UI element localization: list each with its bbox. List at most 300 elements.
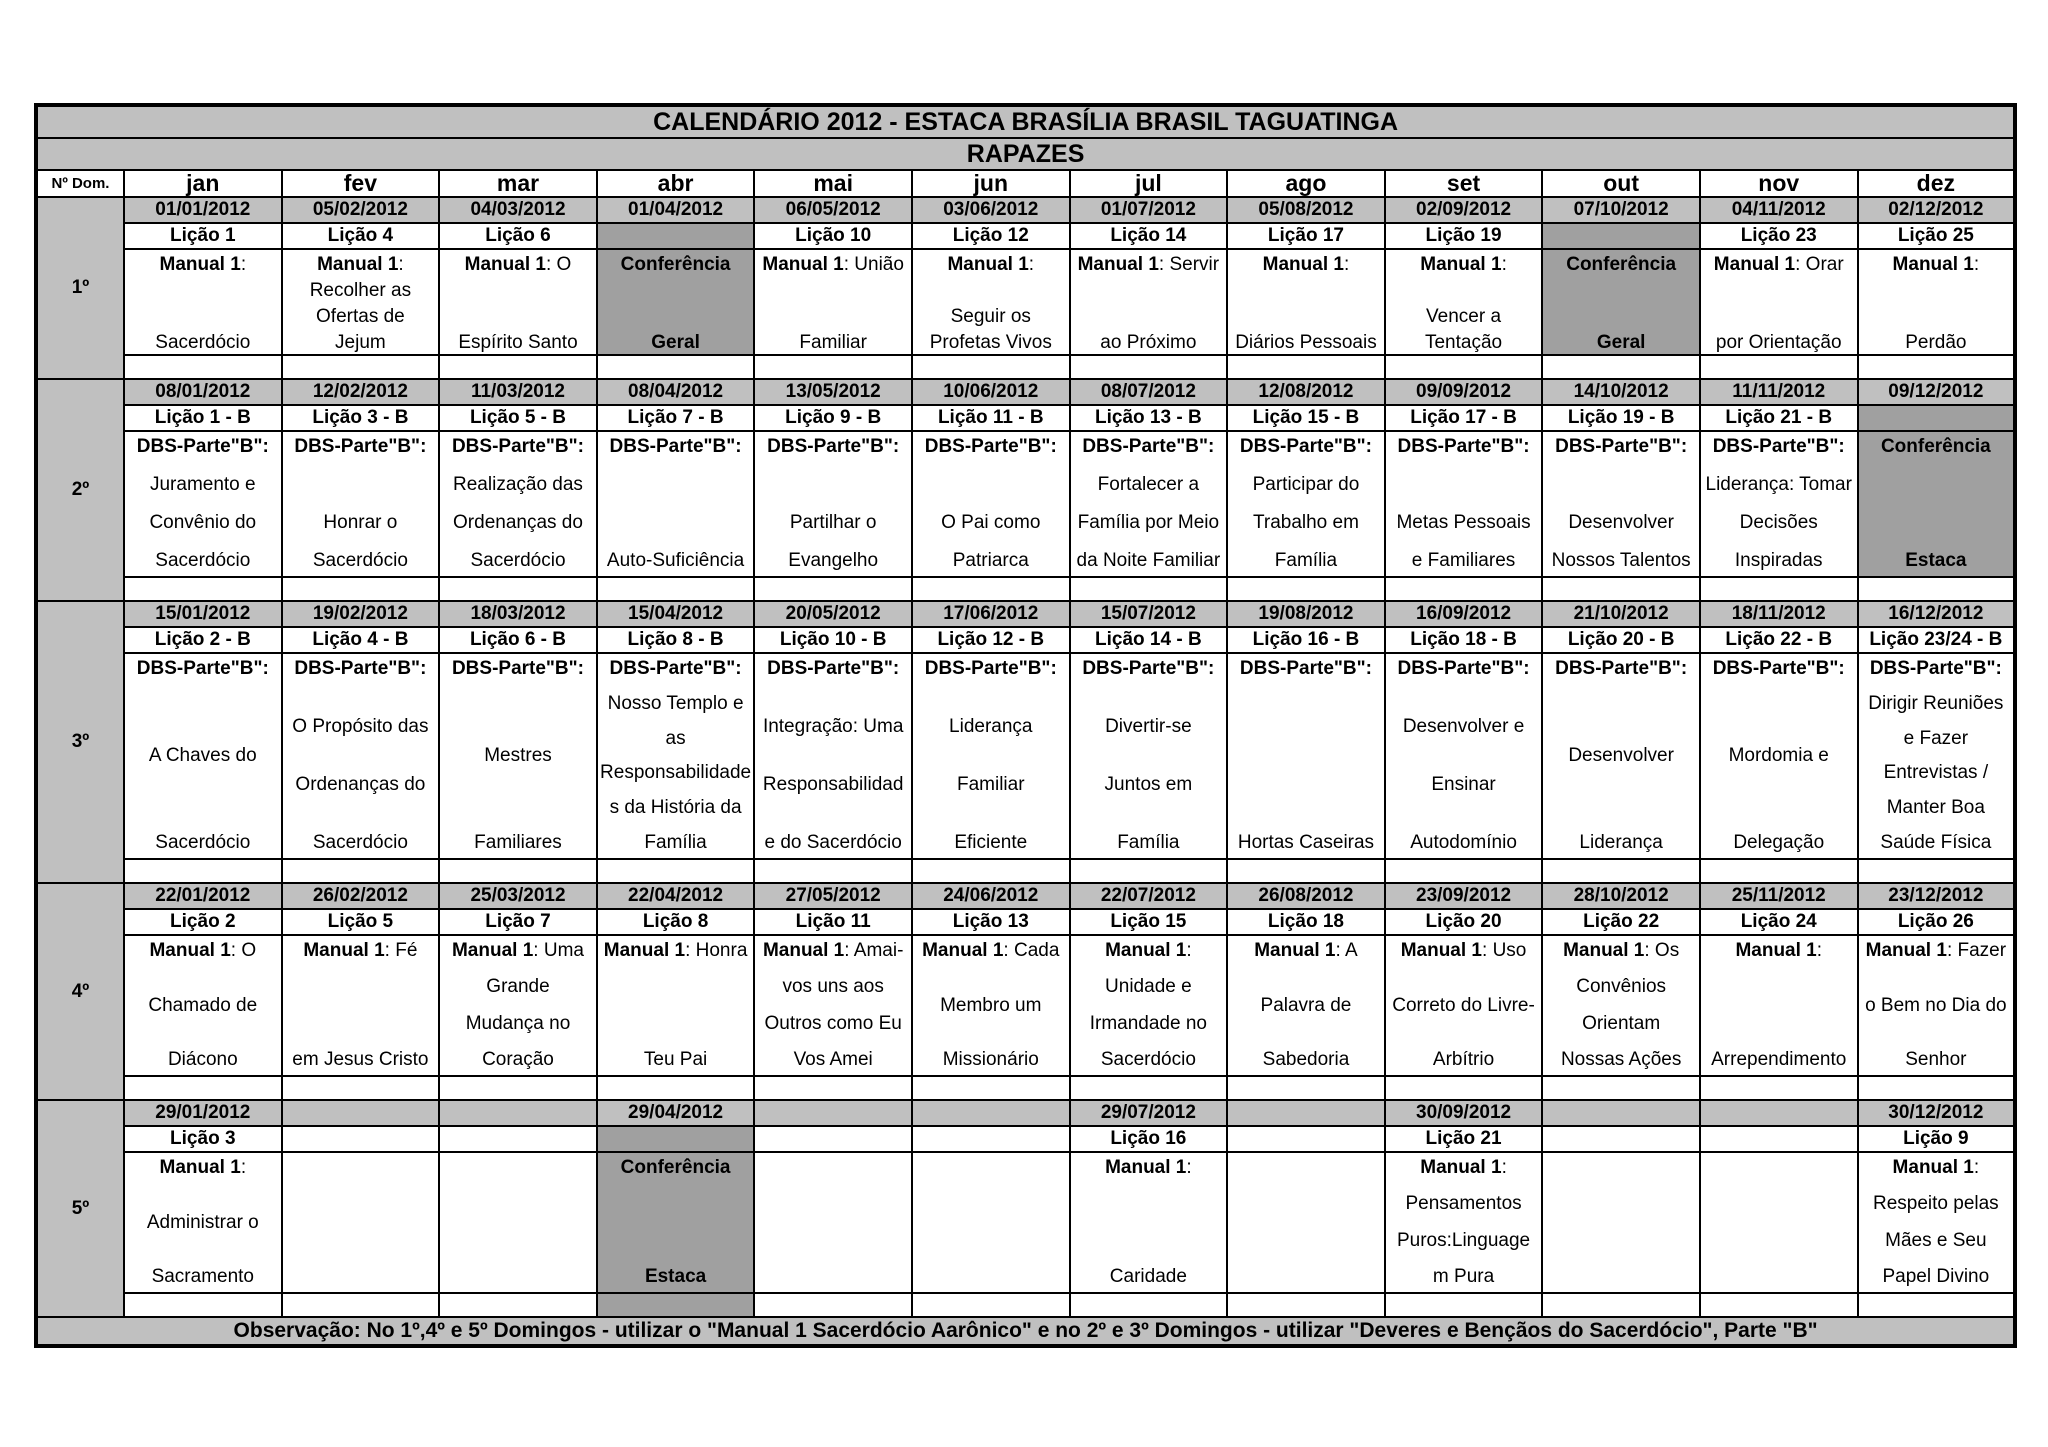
topic-line: Entrevistas / — [1883, 762, 1989, 784]
date-cell: 01/04/2012 — [597, 197, 755, 223]
topic-cell — [597, 1152, 755, 1293]
date-cell: 09/12/2012 — [1858, 379, 2016, 405]
blank-cell — [1385, 577, 1543, 601]
topic-line — [757, 472, 909, 498]
blank-cell — [282, 355, 440, 379]
topic-cell — [1385, 653, 1543, 859]
lesson-cell: Lição 15 - B — [1227, 405, 1385, 431]
topic-line: Diácono — [167, 1049, 238, 1070]
topic-line: Sacerdócio — [470, 550, 566, 571]
date-cell — [282, 1100, 440, 1126]
topic-line: ao Próximo — [1100, 332, 1197, 353]
date-cell: 29/01/2012 — [124, 1100, 282, 1126]
lesson-cell: Lição 12 — [912, 223, 1070, 249]
topic-cell — [912, 653, 1070, 859]
date-cell — [1700, 1100, 1858, 1126]
lesson-cell: Lição 23/24 - B — [1858, 627, 2016, 653]
topic-line — [1073, 304, 1225, 330]
topic-line: Inspiradas — [1734, 550, 1823, 571]
topic-line — [1545, 304, 1697, 330]
topic-line: Chamado de — [148, 994, 258, 1016]
topic-line: A Chaves do — [148, 745, 257, 766]
topic-line: Desenvolver — [1568, 745, 1674, 766]
topic-line — [600, 993, 752, 1019]
topic-line: Missionário — [942, 1049, 1039, 1070]
topic-heading: DBS-Parte"B": — [924, 436, 1057, 457]
blank-cell — [597, 859, 755, 883]
column-header-month: mar — [439, 170, 597, 197]
blank-cell — [1070, 355, 1228, 379]
date-cell: 15/07/2012 — [1070, 601, 1228, 627]
topic-heading: DBS-Parte"B": — [294, 658, 427, 679]
topic-line: Mordomia e — [1728, 745, 1829, 766]
topic-cell — [439, 653, 597, 859]
topic-line — [600, 304, 752, 330]
topic-cell — [1070, 249, 1228, 355]
topic-line: Autodomínio — [1410, 832, 1517, 853]
blank-cell — [1227, 859, 1385, 883]
date-cell: 11/03/2012 — [439, 379, 597, 405]
date-cell: 09/09/2012 — [1385, 379, 1543, 405]
topic-line: Pensamentos — [1405, 1193, 1522, 1215]
topic-cell — [1542, 249, 1700, 355]
date-cell: 22/01/2012 — [124, 883, 282, 909]
topic-line: Sacerdócio — [155, 832, 251, 853]
topic-cell — [1542, 431, 1700, 577]
topic-line: Patriarca — [952, 550, 1029, 571]
blank-cell — [439, 577, 597, 601]
topic-line — [127, 787, 279, 813]
topic-heading: Manual 1: Fazer — [1865, 940, 2007, 961]
lesson-cell: Lição 15 — [1070, 909, 1228, 935]
blank-cell — [1858, 1293, 2016, 1317]
lesson-cell — [1858, 405, 2016, 431]
column-header-month: dez — [1858, 170, 2016, 197]
topic-line: Outros como Eu — [764, 1012, 902, 1034]
date-cell: 02/09/2012 — [1385, 197, 1543, 223]
blank-cell — [1385, 355, 1543, 379]
lesson-cell: Lição 26 — [1858, 909, 2016, 935]
date-cell: 18/03/2012 — [439, 601, 597, 627]
topic-cell — [439, 1152, 597, 1293]
lesson-cell: Lição 14 — [1070, 223, 1228, 249]
lesson-cell: Lição 23 — [1700, 223, 1858, 249]
topic-line — [1545, 700, 1697, 726]
topic-heading: DBS-Parte"B": — [924, 658, 1057, 679]
lesson-cell: Lição 17 - B — [1385, 405, 1543, 431]
topic-heading: Manual 1: — [947, 254, 1035, 275]
blank-cell — [439, 1076, 597, 1100]
blank-cell — [1227, 1076, 1385, 1100]
topic-cell — [282, 935, 440, 1076]
topic-heading: Conferência — [620, 254, 731, 275]
date-cell: 20/05/2012 — [754, 601, 912, 627]
topic-line: Participar do — [1252, 474, 1360, 495]
date-cell: 22/04/2012 — [597, 883, 755, 909]
blank-cell — [912, 577, 1070, 601]
topic-heading: Manual 1: Uso — [1400, 940, 1527, 961]
topic-line: Mães e Seu — [1885, 1229, 1987, 1251]
topic-line: Evangelho — [788, 550, 879, 571]
date-cell: 24/06/2012 — [912, 883, 1070, 909]
lesson-cell: Lição 2 - B — [124, 627, 282, 653]
topic-line — [1230, 714, 1382, 740]
topic-cell — [439, 431, 597, 577]
topic-heading: Manual 1: — [1105, 940, 1192, 961]
date-cell: 19/02/2012 — [282, 601, 440, 627]
date-cell: 25/03/2012 — [439, 883, 597, 909]
blank-cell — [1700, 355, 1858, 379]
topic-line: Ensinar — [1431, 774, 1496, 795]
topic-cell — [1700, 431, 1858, 577]
topic-line: Orientam — [1582, 1012, 1661, 1034]
column-header-month: nov — [1700, 170, 1858, 197]
topic-line: vos uns aos — [782, 976, 884, 998]
blank-cell — [912, 1076, 1070, 1100]
column-header-month: jul — [1070, 170, 1228, 197]
lesson-cell: Lição 3 - B — [282, 405, 440, 431]
topic-line: Responsabilidad — [762, 774, 904, 795]
topic-heading: Manual 1: O — [464, 254, 572, 275]
topic-heading: Manual 1: — [1892, 1157, 1980, 1178]
blank-cell — [1542, 577, 1700, 601]
topic-heading: DBS-Parte"B": — [609, 658, 742, 679]
date-cell: 26/08/2012 — [1227, 883, 1385, 909]
topic-cell — [1542, 1152, 1700, 1293]
topic-line: Respeito pelas — [1872, 1193, 1999, 1215]
topic-heading: DBS-Parte"B": — [767, 658, 900, 679]
topic-line: Papel Divino — [1882, 1265, 1990, 1287]
observation-note: Observação: No 1º,4º e 5º Domingos - utilizar o "Manual 1 Sacerdócio Aarônico" e no 2º e 3º Domingos - utilizar "Deveres e Bençãos do Sacerdócio", Parte "B" — [36, 1317, 2015, 1346]
column-header-month: mai — [754, 170, 912, 197]
topic-heading: Manual 1: Cada — [922, 940, 1060, 961]
date-cell: 30/12/2012 — [1858, 1100, 2016, 1126]
blank-cell — [124, 1293, 282, 1317]
blank-cell — [912, 1293, 1070, 1317]
lesson-cell — [282, 1126, 440, 1152]
column-header-month: set — [1385, 170, 1543, 197]
topic-heading: DBS-Parte"B": — [1239, 658, 1372, 679]
topic-line — [442, 278, 594, 304]
topic-cell — [124, 653, 282, 859]
topic-line: O Propósito das — [292, 716, 429, 737]
topic-line: o Bem no Dia do — [1865, 994, 2007, 1016]
topic-heading: Conferência — [1880, 436, 1991, 457]
topic-cell — [597, 431, 755, 577]
date-cell — [1542, 1100, 1700, 1126]
topic-heading: DBS-Parte"B": — [451, 658, 584, 679]
blank-cell — [1385, 1293, 1543, 1317]
topic-line: Juntos em — [1104, 774, 1193, 795]
topic-heading: Manual 1: Os — [1563, 940, 1680, 961]
lesson-cell: Lição 20 - B — [1542, 627, 1700, 653]
blank-cell — [1858, 859, 2016, 883]
topic-line: Recolher as — [309, 280, 412, 301]
column-header-month: ago — [1227, 170, 1385, 197]
lesson-cell: Lição 16 - B — [1227, 627, 1385, 653]
topic-line: Geral — [1596, 332, 1646, 353]
topic-line — [442, 304, 594, 330]
topic-cell — [1700, 1152, 1858, 1293]
topic-cell — [597, 653, 755, 859]
topic-cell — [597, 935, 755, 1076]
topic-line: Mestres — [484, 745, 552, 766]
date-cell: 29/04/2012 — [597, 1100, 755, 1126]
topic-line: Família — [644, 831, 707, 853]
blank-cell — [1858, 577, 2016, 601]
topic-line: Desenvolver — [1568, 512, 1674, 533]
lesson-cell — [1542, 1126, 1700, 1152]
date-cell: 05/02/2012 — [282, 197, 440, 223]
topic-line: Saúde Física — [1880, 831, 1992, 853]
date-cell: 21/10/2012 — [1542, 601, 1700, 627]
topic-line: Sacerdócio — [312, 832, 408, 853]
topic-line: Sacerdócio — [155, 332, 251, 353]
topic-line: Desenvolver e — [1402, 716, 1525, 737]
date-cell: 29/07/2012 — [1070, 1100, 1228, 1126]
topic-heading: Manual 1: Amai- — [762, 940, 904, 961]
topic-line — [1703, 700, 1855, 726]
lesson-cell: Lição 7 - B — [597, 405, 755, 431]
lesson-cell — [1700, 1126, 1858, 1152]
topic-cell — [124, 431, 282, 577]
topic-line: Familiar — [956, 774, 1025, 795]
date-cell: 10/06/2012 — [912, 379, 1070, 405]
lesson-cell: Lição 19 - B — [1542, 405, 1700, 431]
calendar-subtitle: RAPAZES — [36, 138, 2015, 170]
topic-line: Realização das — [453, 474, 583, 495]
date-cell: 22/07/2012 — [1070, 883, 1228, 909]
topic-line: Manter Boa — [1886, 797, 1985, 819]
lesson-cell — [597, 1126, 755, 1152]
topic-line: Família por Meio — [1077, 512, 1220, 533]
topic-line: Convênios — [1576, 976, 1667, 998]
topic-heading: DBS-Parte"B": — [1869, 658, 2002, 679]
topic-heading: DBS-Parte"B": — [1082, 436, 1215, 457]
topic-line — [127, 278, 279, 304]
blank-cell — [1542, 1293, 1700, 1317]
lesson-cell: Lição 17 — [1227, 223, 1385, 249]
topic-line: Liderança: Tomar — [1705, 474, 1852, 495]
topic-line: Sacerdócio — [312, 550, 408, 571]
lesson-cell: Lição 3 — [124, 1126, 282, 1152]
topic-line: Honrar o — [323, 512, 398, 533]
lesson-cell: Lição 10 - B — [754, 627, 912, 653]
lesson-cell: Lição 18 — [1227, 909, 1385, 935]
topic-line: por Orientação — [1715, 332, 1842, 353]
blank-cell — [754, 577, 912, 601]
topic-line: Integração: Uma — [762, 716, 904, 737]
topic-line: Tentação — [1424, 332, 1503, 353]
week-label: 3º — [36, 601, 124, 883]
topic-line: Liderança — [1579, 832, 1663, 853]
topic-line — [1703, 993, 1855, 1019]
lesson-cell: Lição 1 — [124, 223, 282, 249]
topic-heading: DBS-Parte"B": — [1712, 658, 1845, 679]
topic-line: Administrar o — [146, 1211, 259, 1233]
date-cell: 23/09/2012 — [1385, 883, 1543, 909]
blank-cell — [439, 355, 597, 379]
topic-line — [757, 304, 909, 330]
topic-line: Liderança — [949, 716, 1033, 737]
blank-cell — [597, 1293, 755, 1317]
date-cell: 04/03/2012 — [439, 197, 597, 223]
lesson-cell: Lição 22 - B — [1700, 627, 1858, 653]
blank-cell — [1070, 859, 1228, 883]
blank-cell — [912, 859, 1070, 883]
lesson-cell: Lição 6 - B — [439, 627, 597, 653]
topic-line — [1861, 510, 2012, 536]
column-header-sunday-number: Nº Dom. — [36, 170, 124, 197]
topic-heading: DBS-Parte"B": — [1397, 658, 1530, 679]
lesson-cell: Lição 2 — [124, 909, 282, 935]
lesson-cell: Lição 11 - B — [912, 405, 1070, 431]
topic-line: Espírito Santo — [458, 332, 578, 353]
date-cell: 07/10/2012 — [1542, 197, 1700, 223]
blank-cell — [439, 859, 597, 883]
topic-line: Familiar — [799, 332, 867, 353]
topic-heading: Manual 1: Honra — [603, 940, 748, 961]
topic-line — [1545, 787, 1697, 813]
topic-line — [1230, 772, 1382, 798]
topic-line — [1861, 472, 2012, 498]
topic-heading: Manual 1: — [317, 254, 404, 275]
topic-line — [442, 787, 594, 813]
topic-line: Trabalho em — [1252, 512, 1359, 533]
topic-line: Estaca — [1905, 550, 1967, 571]
topic-line: Eficiente — [954, 832, 1028, 853]
topic-line: Partilhar o — [789, 512, 877, 533]
topic-cell — [1227, 249, 1385, 355]
topic-cell — [1700, 935, 1858, 1076]
lesson-cell — [1542, 223, 1700, 249]
lesson-cell: Lição 13 - B — [1070, 405, 1228, 431]
topic-cell — [1858, 431, 2016, 577]
topic-line: e do Sacerdócio — [764, 832, 902, 853]
date-cell — [1227, 1100, 1385, 1126]
blank-cell — [1227, 1293, 1385, 1317]
topic-cell — [1070, 1152, 1228, 1293]
topic-line — [757, 278, 909, 304]
topic-heading: DBS-Parte"B": — [451, 436, 584, 457]
topic-cell — [1070, 935, 1228, 1076]
lesson-cell: Lição 16 — [1070, 1126, 1228, 1152]
topic-line — [1388, 472, 1540, 498]
topic-cell — [1385, 935, 1543, 1076]
blank-cell — [1070, 1076, 1228, 1100]
lesson-cell: Lição 11 — [754, 909, 912, 935]
lesson-cell: Lição 22 — [1542, 909, 1700, 935]
blank-cell — [1542, 859, 1700, 883]
topic-line — [1545, 278, 1697, 304]
topic-cell — [754, 431, 912, 577]
topic-heading: Manual 1: Orar — [1713, 254, 1844, 275]
lesson-cell — [912, 1126, 1070, 1152]
lesson-cell: Lição 9 — [1858, 1126, 2016, 1152]
lesson-cell: Lição 4 - B — [282, 627, 440, 653]
topic-line: Auto-Suficiência — [606, 550, 745, 571]
blank-cell — [1227, 577, 1385, 601]
topic-line: Vencer a — [1426, 306, 1502, 327]
lesson-cell: Lição 8 - B — [597, 627, 755, 653]
lesson-cell — [754, 1126, 912, 1152]
topic-cell — [124, 1152, 282, 1293]
date-cell: 19/08/2012 — [1227, 601, 1385, 627]
topic-line: Correto do Livre- — [1392, 994, 1535, 1016]
calendar-table — [34, 103, 2017, 1348]
topic-line: Juramento e — [149, 474, 256, 495]
topic-line — [285, 472, 437, 498]
lesson-cell: Lição 21 — [1385, 1126, 1543, 1152]
lesson-cell: Lição 4 — [282, 223, 440, 249]
topic-cell — [124, 935, 282, 1076]
topic-line: Decisões — [1739, 512, 1818, 533]
date-cell: 26/02/2012 — [282, 883, 440, 909]
lesson-cell: Lição 20 — [1385, 909, 1543, 935]
blank-cell — [1700, 577, 1858, 601]
topic-cell — [1070, 653, 1228, 859]
blank-cell — [754, 859, 912, 883]
topic-cell — [1858, 1152, 2016, 1293]
topic-line: Sacerdócio — [1100, 1048, 1196, 1070]
topic-cell — [1858, 249, 2016, 355]
date-cell: 28/10/2012 — [1542, 883, 1700, 909]
lesson-cell: Lição 25 — [1858, 223, 2016, 249]
topic-cell — [597, 249, 755, 355]
blank-cell — [597, 577, 755, 601]
topic-cell — [912, 935, 1070, 1076]
topic-heading: Manual 1: Uma — [451, 940, 584, 961]
blank-cell — [282, 859, 440, 883]
topic-line: Metas Pessoais — [1396, 512, 1531, 533]
column-header-month: abr — [597, 170, 755, 197]
column-header-month: jan — [124, 170, 282, 197]
lesson-cell: Lição 5 — [282, 909, 440, 935]
topic-line — [915, 278, 1067, 304]
date-cell: 14/10/2012 — [1542, 379, 1700, 405]
topic-line: Seguir os — [950, 306, 1031, 327]
topic-cell — [282, 249, 440, 355]
topic-line: Membro um — [940, 994, 1042, 1016]
topic-heading: Manual 1: — [1420, 254, 1507, 275]
date-cell: 02/12/2012 — [1858, 197, 2016, 223]
topic-line — [600, 472, 752, 498]
topic-line: Puros:Linguage — [1396, 1229, 1531, 1251]
topic-cell — [282, 653, 440, 859]
blank-cell — [1070, 577, 1228, 601]
topic-heading: DBS-Parte"B": — [1397, 436, 1530, 457]
week-label: 2º — [36, 379, 124, 601]
topic-line: Divertir-se — [1105, 716, 1192, 737]
topic-line — [1861, 304, 2012, 330]
date-cell: 17/06/2012 — [912, 601, 1070, 627]
lesson-cell — [597, 223, 755, 249]
topic-line — [442, 700, 594, 726]
topic-heading: DBS-Parte"B": — [294, 436, 427, 457]
date-cell: 11/11/2012 — [1700, 379, 1858, 405]
column-header-month: out — [1542, 170, 1700, 197]
date-cell: 30/09/2012 — [1385, 1100, 1543, 1126]
date-cell: 16/09/2012 — [1385, 601, 1543, 627]
topic-line — [1703, 278, 1855, 304]
date-cell: 18/11/2012 — [1700, 601, 1858, 627]
topic-cell — [1858, 935, 2016, 1076]
topic-heading: Manual 1: — [1892, 254, 1980, 275]
topic-line: Arrependimento — [1711, 1049, 1847, 1070]
topic-cell — [1700, 249, 1858, 355]
blank-cell — [282, 1293, 440, 1317]
topic-cell — [1385, 431, 1543, 577]
